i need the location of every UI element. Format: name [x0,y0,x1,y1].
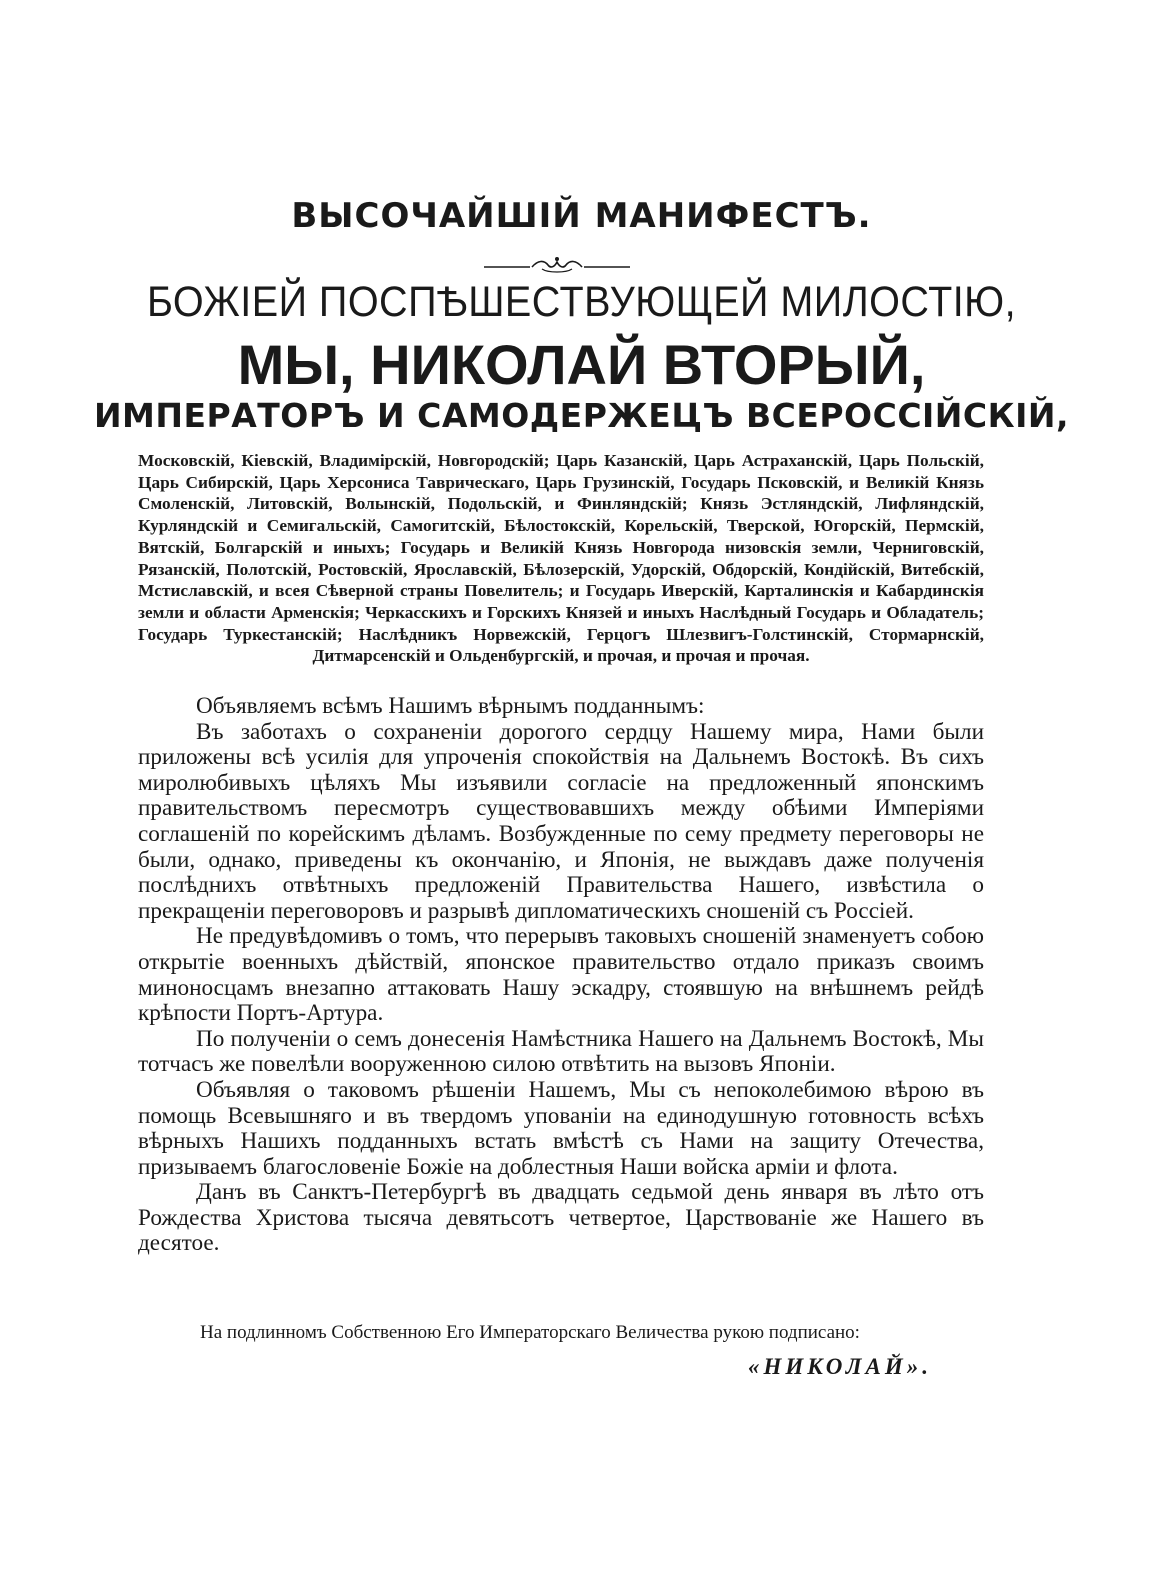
body-paragraph: Въ заботахъ о сохраненіи дорогого сердцу Нашему мира, Нами были приложены всѣ усилія для упроченія спокойствія на Дальнемъ Востокѣ. Въ сихъ миролюбивыхъ цѣляхъ Мы изъявили согласіе на предложенный японскимъ правительствомъ пересмотръ существовавшихъ между обѣими Имперіями соглашеній по корейскимъ дѣламъ. Возбужденные по сему предмету переговоры не были, однако, приведены къ окончанію, и Японія, не выждавъ даже полученія послѣднихъ отвѣтныхъ предложеній Правительства Нашего, извѣстила о прекращеніи переговоровъ и разрывѣ дипломатическихъ сношеній съ Россіей. [138,718,984,924]
signature-label: На подлинномъ Собственною Его Императорскаго Величества рукою подписано: [200,1322,860,1343]
full-titles-paragraph: Московскій, Кіевскій, Владимірскій, Новгородскій; Царь Казанскій, Царь Астраханскій, Царь Польскій, Царь Сибирскій, Царь Херсониса Таврическаго, Царь Грузинскій, Государь Псковскій, и Великій Князь Смоленскій, Литовскій, Волынскій, Подольскій, и Финляндскій; Князь Эстляндскій, Лифляндскій, Курляндскій и Семигальскій, Самогитскій, Бѣлостокскій, Корельскій, Тверской, Югорскій, Пермскій, Вятскій, Болгарскій и иныхъ; Государь и Великій Князь Новгорода низовскія земли, Черниговскій, Рязанскій, Полотскій, Ростовскій, Ярославскій, Бѣлозерскій, Удорскій, Обдорскій, Кондійскій, Витебскій, Мстиславскій, и всея Сѣверной страны Повелитель; и Государь Иверскій, Карталинскія и Кабардинскія земли и области Арменскія; Черкасскихъ и Горскихъ Князей и иныхъ Наслѣдный Государь и Обладатель; Государь Туркестанскій; Наслѣдникъ Норвежскій, Герцогъ Шлезвигъ-Голстинскій, Стормарнскій, Дитмарсенскій и Ольденбургскій, и прочая, и прочая и прочая. [138,451,984,666]
address-paragraph: Объявляемъ всѣмъ Нашимъ вѣрнымъ подданнымъ: [196,693,705,719]
sovereign-name-heading: МЫ, НИКОЛАЙ ВТОРЫЙ, [237,333,926,396]
body-paragraph: По полученіи о семъ донесенія Намѣстника Нашего на Дальнемъ Востокѣ, Мы тотчасъ же повелѣли вооруженною силою отвѣтить на вызовъ Японіи. [138,1025,984,1078]
body-paragraph: Не предувѣдомивъ о томъ, что перерывъ таковыхъ сношеній знаменуетъ собою открытіе военныхъ дѣйствій, японское правительство отдало приказъ своимъ миноносцамъ внезапно аттаковать Нашу эскадру, стоявшую на внѣшнемъ рейдѣ крѣпости Портъ-Артура. [138,923,984,1027]
dating-paragraph: Данъ въ Санктъ-Петербургѣ въ двадцать седьмой день января въ лѣто отъ Рождества Христова тысяча девятьсотъ четвертое, Царствованіе же Нашего въ десятое. [138,1179,984,1257]
invocation-heading: БОЖІЕЙ ПОСПѢШЕСТВУЮЩЕЙ МИЛОСТІЮ, [146,278,1017,326]
signature: «НИКОЛАЙ». [747,1354,933,1379]
body-paragraph: Объявляя о таковомъ рѣшеніи Нашемъ, Мы съ непоколебимою вѣрою въ помощь Всевышняго и въ твердомъ упованіи на единодушную готовность всѣхъ вѣрныхъ Нашихъ подданныхъ встать вмѣстѣ съ Нами на защиту Отечества, призываемъ благословеніе Божіе на доблестныя Наши войска арміи и флота. [138,1076,984,1180]
divider-ornament-icon [484,254,630,274]
manifesto-body [138,694,984,1257]
emperor-title-heading: ИМПЕРАТОРЪ И САМОДЕРЖЕЦЪ ВСЕРОССІЙСКІЙ, [93,396,1070,435]
manifesto-title: ВЫСОЧАЙШІЙ МАНИФЕСТЪ. [291,196,872,236]
